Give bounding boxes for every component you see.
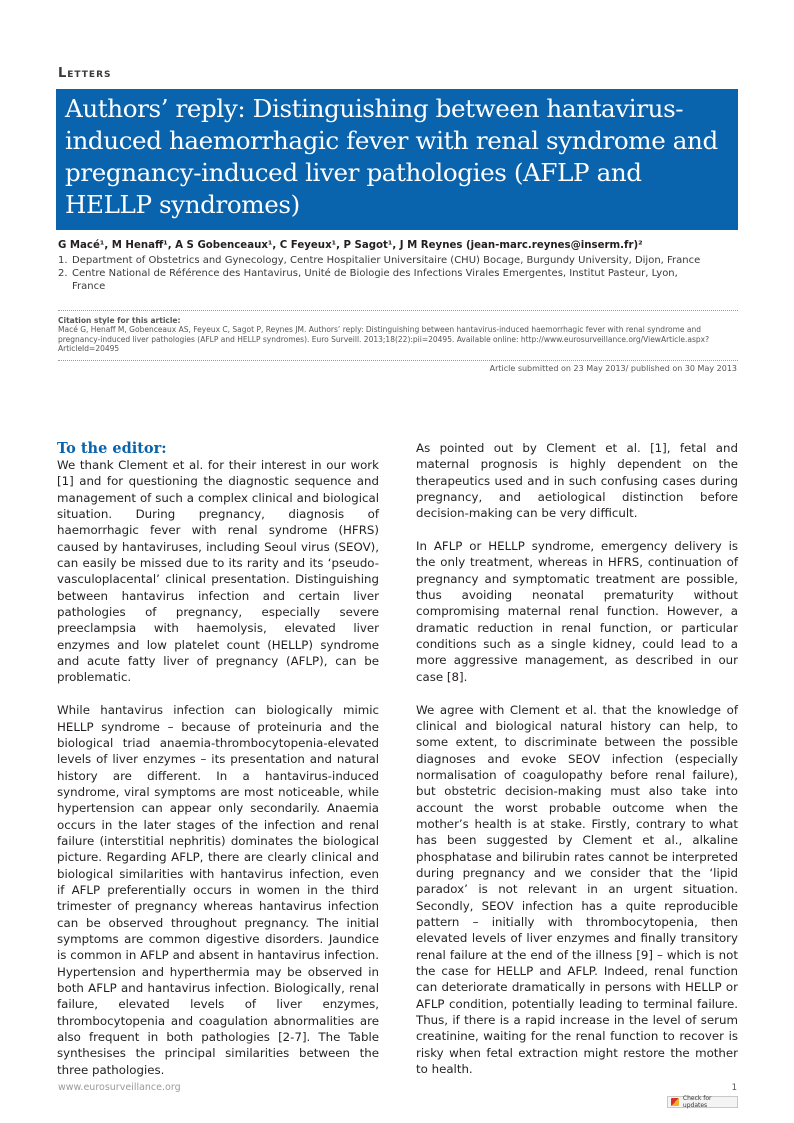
- divider: [58, 360, 738, 361]
- check-for-updates-label: Check for updates: [682, 1095, 712, 1109]
- affiliation-number: 1.: [58, 255, 68, 266]
- divider: [58, 310, 738, 311]
- paragraph: In AFLP or HELLP syndrome, emergency delivery is the only treatment, whereas in HFRS, continuation of pregnancy and symptomatic treatment are possible, thus avoiding neonatal prematurity without compromising maternal renal function. However, a dramatic reduction in renal function, or particular conditions such as a single kidney, could lead to a more aggressive management, as described in our case [8].: [416, 539, 738, 684]
- citation-text: Macé G, Henaff M, Gobenceaux AS, Feyeux C, Sagot P, Reynes JM. Authors’ reply: Distinguishing between hantavirus-induced haemorrhagic fever with renal syndrome and pregnancy-induced liver pathologies (AFLP and HELLP syndromes). Euro Surveill. 2013;18(22):pii=20495. Available online: http://www.eurosurveillance.org/ViewArticle.aspx?ArticleId=20495: [58, 325, 710, 353]
- page-number: 1: [731, 1083, 737, 1093]
- citation-heading: Citation style for this article:: [58, 316, 181, 325]
- crossmark-icon: [671, 1098, 679, 1106]
- affiliation-number: 2.: [58, 268, 68, 279]
- affiliation-1: [58, 254, 748, 267]
- column-right: [416, 440, 738, 1094]
- column-left: [57, 440, 379, 1094]
- paragraph: As pointed out by Clement et al. [1], fetal and maternal prognosis is highly dependent on the therapeutics used and in such confusing cases during pregnancy, and aetiological distinction before decision-making can be very difficult.: [416, 441, 738, 521]
- affiliation-text: Centre National de Référence des Hantavirus, Unité de Biologie des Infections Virales Emergentes, Institut Pasteur, Lyon,: [72, 268, 678, 279]
- title-banner: [56, 89, 738, 230]
- affiliation-2: [58, 267, 748, 293]
- article-title: Authors’ reply: Distinguishing between hantavirus-induced haemorrhagic fever with renal syndrome and pregnancy-induced liver pathologies (AFLP and HELLP syndromes): [65, 94, 718, 219]
- section-heading: To the editor:: [57, 440, 167, 457]
- affiliation-text: Department of Obstetrics and Gynecology, Centre Hospitalier Universitaire (CHU) Bocage, Burgundy University, Dijon, France: [72, 255, 701, 266]
- check-for-updates-button[interactable]: [667, 1096, 738, 1108]
- author-list: G Macé¹, M Henaff¹, A S Gobenceaux¹, C Feyeux¹, P Sagot¹, J M Reynes (jean-marc.reynes@inserm.fr)²: [58, 240, 643, 251]
- paragraph: While hantavirus infection can biologically mimic HELLP syndrome – because of proteinuria and the biological triad anaemia-thrombocytopenia-elevated levels of liver enzymes – its presentation and natural history are different. In a hantavirus-induced syndrome, viral symptoms are most noticeable, while hypertension can appear only secondarily. Anaemia occurs in the later stages of the infection and renal failure (interstitial nephritis) dominates the biological picture. Regarding AFLP, there are clearly clinical and biological similarities with hantavirus infection, even if AFLP preferentially occurs in women in the third trimester of pregnancy whereas hantavirus infection can be observed throughout pregnancy. The initial symptoms are common digestive disorders. Jaundice is common in AFLP and absent in hantavirus infection. Hypertension and hyperthermia may be observed in both AFLP and hantavirus infection. Biologically, renal failure, elevated levels of liver enzymes, thrombocytopenia and coagulation abnormalities are also frequent in both pathologies [2-7]. The Table synthesises the principal similarities between the three pathologies.: [57, 703, 379, 1077]
- footer-url[interactable]: www.eurosurveillance.org: [58, 1082, 181, 1093]
- section-label: Letters: [58, 66, 112, 81]
- paragraph: We agree with Clement et al. that the knowledge of clinical and biological natural history can help, to some extent, to discriminate between the possible diagnoses and evoke SEOV infection (especially normalisation of coagulopathy before renal failure), but obstetric decision-making must also take into account the worst probable outcome when the mother’s health is at stake. Firstly, contrary to what has been suggested by Clement et al., alkaline phosphatase and bilirubin rates cannot be interpreted during pregnancy and we consider that the ‘lipid paradox’ is not relevant in an urgent situation. Secondly, SEOV infection has a quite reproducible pattern – initially with thrombocytopenia, then elevated levels of liver enzymes and finally transitory renal failure at the end of the illness [9] – which is not the case for HELLP and AFLP. Indeed, renal function can deteriorate dramatically in persons with HELLP or AFLP condition, potentially leading to terminal failure. Thus, if there is a rapid increase in the level of serum creatinine, waiting for the renal function to recover is risky when fetal extraction might restore the mother to health.: [416, 702, 738, 1077]
- submission-dates: Article submitted on 23 May 2013/ published on 30 May 2013: [489, 364, 737, 373]
- affiliation-text-cont: France: [72, 281, 106, 292]
- paragraph: We thank Clement et al. for their interest in our work [1] and for questioning the diagnostic sequence and management of such a complex clinical and biological situation. During pregnancy, diagnosis of haemorrhagic fever with renal syndrome (HFRS) caused by hantaviruses, including Seoul virus (SEOV), can easily be missed due to its rarity and its ‘pseudo-vasculoplacental’ clinical presentation. Distinguishing between hantavirus infection and certain liver pathologies of pregnancy, especially severe preeclampsia with haemolysis, elevated liver enzymes and low platelet count (HELLP) syndrome and acute fatty liver of pregnancy (AFLP), can be problematic.: [57, 458, 379, 685]
